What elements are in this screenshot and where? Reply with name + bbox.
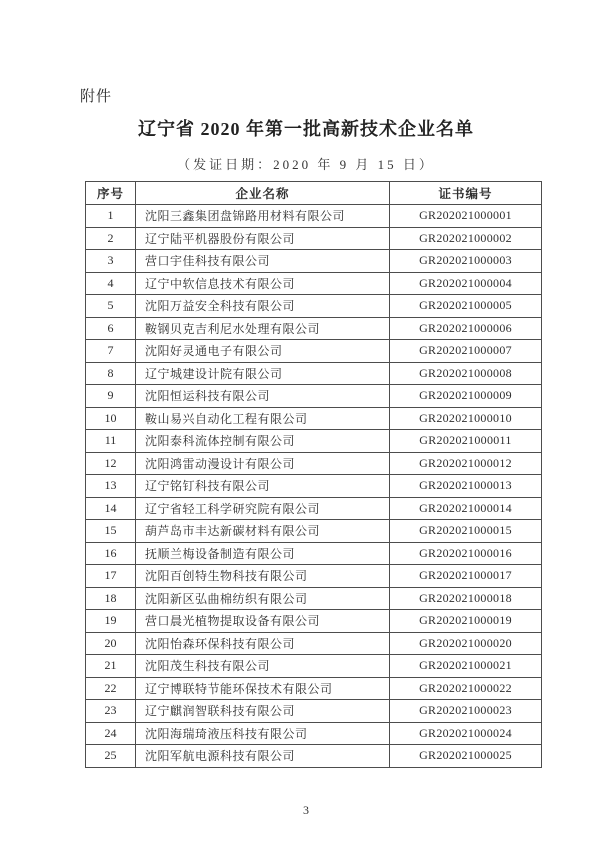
row-index-cell: 17 — [86, 565, 136, 588]
table-row — [86, 407, 542, 430]
company-name-cell: 辽宁省轻工科学研究院有限公司 — [136, 497, 390, 520]
certificate-number-cell: GR202021000015 — [390, 520, 542, 543]
table-row — [86, 317, 542, 340]
table-row — [86, 565, 542, 588]
row-index-cell: 12 — [86, 452, 136, 475]
table-row — [86, 677, 542, 700]
certificate-number-cell: GR202021000013 — [390, 475, 542, 498]
certificate-number-cell: GR202021000002 — [390, 227, 542, 250]
certificate-number-cell: GR202021000003 — [390, 250, 542, 273]
table-row — [86, 475, 542, 498]
table-row — [86, 227, 542, 250]
certificate-number-cell: GR202021000025 — [390, 745, 542, 768]
company-name-cell: 辽宁铭钉科技有限公司 — [136, 475, 390, 498]
certificate-number-cell: GR202021000014 — [390, 497, 542, 520]
table-row — [86, 385, 542, 408]
row-index-cell: 16 — [86, 542, 136, 565]
row-index-cell: 4 — [86, 272, 136, 295]
company-name-cell: 沈阳恒运科技有限公司 — [136, 385, 390, 408]
table-row — [86, 340, 542, 363]
row-index-cell: 10 — [86, 407, 136, 430]
table-header-row — [86, 182, 542, 205]
row-index-cell: 7 — [86, 340, 136, 363]
column-header-company-name: 企业名称 — [136, 182, 390, 205]
page-title: 辽宁省 2020 年第一批高新技术企业名单 — [138, 119, 474, 139]
certificate-number-cell: GR202021000024 — [390, 722, 542, 745]
table-row — [86, 272, 542, 295]
row-index-cell: 22 — [86, 677, 136, 700]
attachment-label: 附件 — [80, 89, 113, 105]
table-row — [86, 497, 542, 520]
company-name-cell: 沈阳鸿雷动漫设计有限公司 — [136, 452, 390, 475]
company-name-cell: 辽宁陆平机器股份有限公司 — [136, 227, 390, 250]
company-name-cell: 辽宁中软信息技术有限公司 — [136, 272, 390, 295]
certificate-number-cell: GR202021000007 — [390, 340, 542, 363]
company-name-cell: 葫芦岛市丰达新碳材料有限公司 — [136, 520, 390, 543]
table-row — [86, 250, 542, 273]
company-name-cell: 沈阳万益安全科技有限公司 — [136, 295, 390, 318]
company-name-cell: 沈阳三鑫集团盘锦路用材料有限公司 — [136, 205, 390, 228]
row-index-cell: 23 — [86, 700, 136, 723]
company-name-cell: 沈阳怡森环保科技有限公司 — [136, 632, 390, 655]
table-body — [86, 205, 542, 768]
certificate-number-cell: GR202021000010 — [390, 407, 542, 430]
table-row — [86, 362, 542, 385]
row-index-cell: 13 — [86, 475, 136, 498]
company-name-cell: 鞍钢贝克吉利尼水处理有限公司 — [136, 317, 390, 340]
certificate-number-cell: GR202021000016 — [390, 542, 542, 565]
row-index-cell: 15 — [86, 520, 136, 543]
row-index-cell: 25 — [86, 745, 136, 768]
certificate-number-cell: GR202021000022 — [390, 677, 542, 700]
row-index-cell: 2 — [86, 227, 136, 250]
row-index-cell: 3 — [86, 250, 136, 273]
company-name-cell: 沈阳茂生科技有限公司 — [136, 655, 390, 678]
row-index-cell: 18 — [86, 587, 136, 610]
table-row — [86, 542, 542, 565]
table-row — [86, 745, 542, 768]
certificate-number-cell: GR202021000020 — [390, 632, 542, 655]
table-row — [86, 632, 542, 655]
certificate-number-cell: GR202021000004 — [390, 272, 542, 295]
table-row — [86, 295, 542, 318]
row-index-cell: 6 — [86, 317, 136, 340]
certificate-number-cell: GR202021000018 — [390, 587, 542, 610]
company-name-cell: 辽宁博联特节能环保技术有限公司 — [136, 677, 390, 700]
column-header-index: 序号 — [86, 182, 136, 205]
table-row — [86, 520, 542, 543]
certificate-number-cell: GR202021000012 — [390, 452, 542, 475]
company-name-cell: 沈阳新区弘曲棉纺织有限公司 — [136, 587, 390, 610]
page-subtitle: （发证日期：2020 年 9 月 15 日） — [177, 157, 435, 172]
row-index-cell: 9 — [86, 385, 136, 408]
table-row — [86, 610, 542, 633]
company-name-cell: 沈阳海瑞琦液压科技有限公司 — [136, 722, 390, 745]
row-index-cell: 8 — [86, 362, 136, 385]
row-index-cell: 14 — [86, 497, 136, 520]
table-row — [86, 430, 542, 453]
company-name-cell: 抚顺兰梅设备制造有限公司 — [136, 542, 390, 565]
company-name-cell: 沈阳百创特生物科技有限公司 — [136, 565, 390, 588]
certificate-number-cell: GR202021000023 — [390, 700, 542, 723]
company-name-cell: 营口宇佳科技有限公司 — [136, 250, 390, 273]
row-index-cell: 21 — [86, 655, 136, 678]
certificate-number-cell: GR202021000005 — [390, 295, 542, 318]
row-index-cell: 20 — [86, 632, 136, 655]
table-row — [86, 722, 542, 745]
row-index-cell: 5 — [86, 295, 136, 318]
company-name-cell: 鞍山易兴自动化工程有限公司 — [136, 407, 390, 430]
certificate-number-cell: GR202021000021 — [390, 655, 542, 678]
table-row — [86, 205, 542, 228]
row-index-cell: 1 — [86, 205, 136, 228]
certificate-number-cell: GR202021000006 — [390, 317, 542, 340]
table-row — [86, 655, 542, 678]
enterprise-table — [85, 181, 542, 768]
company-name-cell: 辽宁城建设计院有限公司 — [136, 362, 390, 385]
company-name-cell: 沈阳好灵通电子有限公司 — [136, 340, 390, 363]
table-row — [86, 587, 542, 610]
row-index-cell: 24 — [86, 722, 136, 745]
certificate-number-cell: GR202021000011 — [390, 430, 542, 453]
certificate-number-cell: GR202021000019 — [390, 610, 542, 633]
certificate-number-cell: GR202021000008 — [390, 362, 542, 385]
certificate-number-cell: GR202021000017 — [390, 565, 542, 588]
company-name-cell: 营口晨光植物提取设备有限公司 — [136, 610, 390, 633]
company-name-cell: 沈阳军航电源科技有限公司 — [136, 745, 390, 768]
company-name-cell: 沈阳泰科流体控制有限公司 — [136, 430, 390, 453]
company-name-cell: 辽宁麒润智联科技有限公司 — [136, 700, 390, 723]
page-number: 3 — [303, 803, 309, 817]
table-row — [86, 452, 542, 475]
column-header-certificate-number: 证书编号 — [390, 182, 542, 205]
row-index-cell: 11 — [86, 430, 136, 453]
certificate-number-cell: GR202021000001 — [390, 205, 542, 228]
certificate-number-cell: GR202021000009 — [390, 385, 542, 408]
table-row — [86, 700, 542, 723]
row-index-cell: 19 — [86, 610, 136, 633]
